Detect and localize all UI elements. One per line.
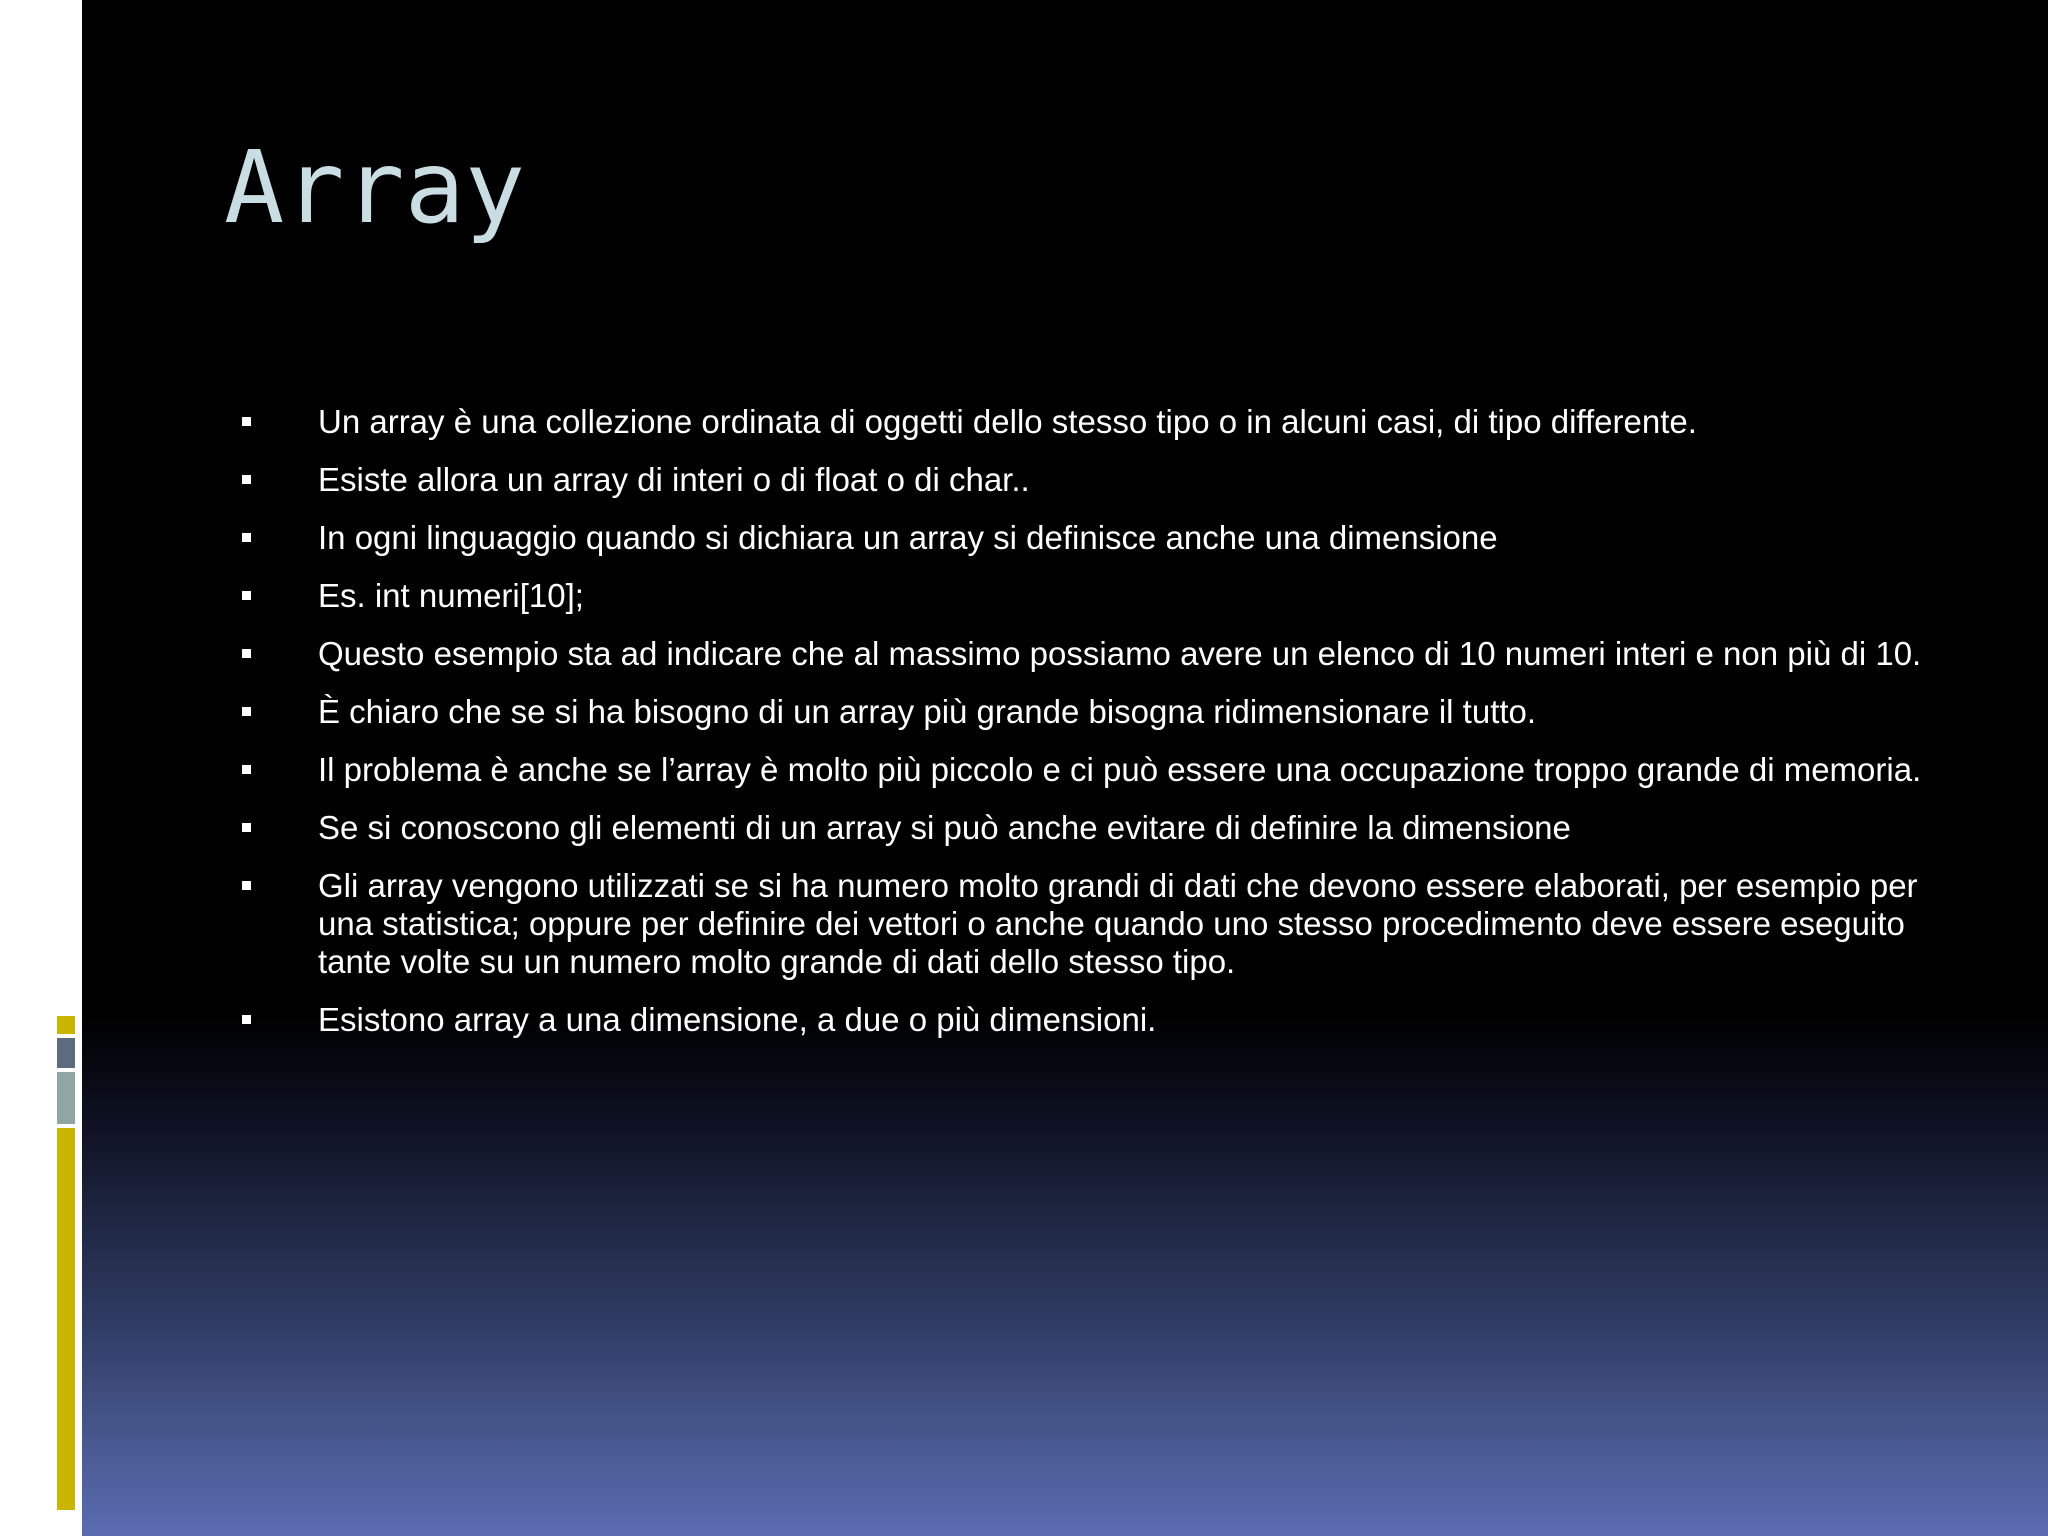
bullet-text: Esistono array a una dimensione, a due o più dimensioni. <box>318 1001 1157 1038</box>
bullet-item <box>238 461 1938 499</box>
bullet-text: In ogni linguaggio quando si dichiara un array si definisce anche una dimensione <box>318 519 1498 556</box>
bullet-text: Se si conoscono gli elementi di un array si può anche evitare di definire la dimensione <box>318 809 1571 846</box>
bullet-item <box>238 693 1938 731</box>
bullet-text: È chiaro che se si ha bisogno di un array più grande bisogna ridimensionare il tutto. <box>318 693 1537 730</box>
bullet-text: Questo esempio sta ad indicare che al massimo possiamo avere un elenco di 10 numeri interi e non più di 10. <box>318 635 1922 672</box>
bullet-item <box>238 635 1938 673</box>
bullet-item <box>238 577 1938 615</box>
barcode-decoration <box>46 154 82 236</box>
accent-stripe-slate <box>57 1038 75 1068</box>
square-bullet-icon <box>242 881 251 890</box>
barcode-bar <box>46 154 50 236</box>
bullet-text: Un array è una collezione ordinata di oggetti dello stesso tipo o in alcuni casi, di tipo differente. <box>318 403 1697 440</box>
accent-stripe-yellow-long <box>57 1128 75 1510</box>
bullet-text: Es. int numeri[10]; <box>318 577 584 614</box>
bullet-text: Il problema è anche se l’array è molto più piccolo e ci può essere una occupazione troppo grande di memoria. <box>318 751 1922 788</box>
square-bullet-icon <box>242 475 251 484</box>
barcode-bar <box>53 154 56 236</box>
square-bullet-icon <box>242 707 251 716</box>
barcode-bar <box>75 154 78 236</box>
barcode-bar <box>70 154 72 236</box>
square-bullet-icon <box>242 823 251 832</box>
accent-stripe-yellow <box>57 1016 75 1034</box>
bullet-item <box>238 867 1938 981</box>
slide-title: Array <box>224 129 526 246</box>
square-bullet-icon <box>242 533 251 542</box>
square-bullet-icon <box>242 765 251 774</box>
bullet-item <box>238 1001 1938 1039</box>
bullet-text: Gli array vengono utilizzati se si ha numero molto grandi di dati che devono essere elaborati, per esempio per una statistica; oppure per definire dei vettori o anche quando uno stesso procedimento deve essere eseguito tante volte su un numero molto grande di dati dello stesso tipo. <box>318 867 1918 980</box>
bullet-text: Esiste allora un array di interi o di float o di char.. <box>318 461 1030 498</box>
bullet-list <box>238 403 1938 1059</box>
accent-stripe-sage <box>57 1072 75 1124</box>
bullet-item <box>238 809 1938 847</box>
square-bullet-icon <box>242 649 251 658</box>
barcode-bar <box>59 154 61 236</box>
bullet-item <box>238 403 1938 441</box>
side-accent-stripes <box>57 1016 75 1510</box>
square-bullet-icon <box>242 591 251 600</box>
square-bullet-icon <box>242 417 251 426</box>
bullet-item <box>238 519 1938 557</box>
barcode-bar <box>64 154 67 236</box>
bullet-item <box>238 751 1938 789</box>
square-bullet-icon <box>242 1015 251 1024</box>
